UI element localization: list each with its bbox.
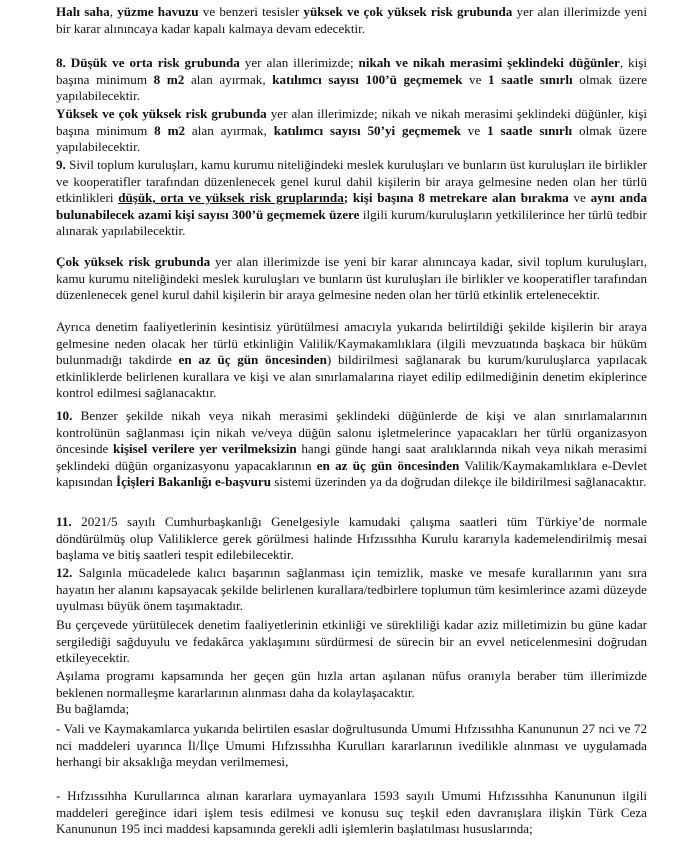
bold-text-segment: 1 saatle sınırlı	[487, 122, 573, 138]
bold-text-segment: 8 m2	[153, 71, 185, 87]
text-segment: ve	[568, 190, 591, 206]
text-segment: ve	[462, 71, 489, 87]
paragraph-11-calisma-saatleri	[25, 514, 647, 564]
bold-text-segment: katılımcı sayısı 50’yi geçmemek	[273, 122, 461, 138]
text-segment: Ayrıca denetim faaliyetlerinin kesintisiz yürütülmesi amacıyla yukarıda belirtildiği şekilde kişilerin bir araya gelmesine neden olacak her türlü etkinliğin Valilik/Kaymakamlıklara (ilgili mevzuatında başkaca bir hüküm bulunmadığı takdirde	[56, 319, 647, 368]
text-segment: olmak üzere yapılabilecektir.	[56, 122, 647, 155]
text-segment: ve benzeri tesisler	[198, 4, 304, 19]
bold-text-segment: 1 saatle sınırlı	[488, 71, 573, 87]
bold-text-segment: kişisel verilere yer verilmeksizin	[113, 441, 297, 457]
text-segment: , kişi başına minimum	[56, 55, 647, 87]
bold-text-segment: ; kişi başına 8 metrekare alan bırakma	[343, 190, 569, 206]
bold-text-segment: en az üç gün öncesinden	[178, 352, 327, 368]
text-segment: ) bildirilmesi sağlanarak bu kurum/kuruluşlarca yapılacak etkinliklerde belirlenen kurallara ve kişi ve alan sınırlamalarına riayet edilip edilmediğinin denetim ekiplerince kontrol edilmesi sağlanacaktır.	[56, 352, 647, 401]
text-segment: - Hıfzıssıhha Kurullarınca alınan kararlara uymayanlara 1593 sayılı Umumi Hıfzıssıhha Kanununun ilgili maddeleri gereğince idari işlem tesis edilmesi ve konusu suç teşkil eden davranışlara ilişkin Türk Ceza Kanununun 195 inci maddesi kapsamında gerekli adli işlemlerin başlatılması hususlarında;	[56, 788, 647, 837]
text-segment: yer alan illerimizde ise yeni bir karar alınıncaya kadar, sivil toplum kuruluşları, kamu kurumu niteliğindeki meslek kuruluşları ve bunların üst kuruluşları ile birlikler ve kooperatifler tarafından düzenlenecek genel kurul dahil kişilerin bir araya gelmesine neden olan her türlü etkinlik ertelenecektir.	[56, 254, 647, 303]
paragraph-10-dugun-salonu	[25, 408, 647, 491]
paragraph-8-dusuk-orta-risk	[25, 55, 647, 105]
bold-text-segment: düşük, orta ve yüksek risk gruplarında	[118, 190, 344, 206]
bold-text-segment: aynı anda bulunabilecek azami kişi sayısı 300’ü geçmemek üzere	[56, 190, 647, 222]
bold-text-segment: en az üç gün öncesinden	[316, 457, 460, 473]
paragraph-denetim-bildirim	[25, 319, 647, 402]
text-segment: ilgili kurum/kuruluşların yetkililerince her türlü tedbir alınarak yapılabilecektir.	[56, 206, 647, 239]
text-segment: 2021/5 sayılı Cumhurbaşkanlığı Genelgesiyle kamudaki çalışma saatleri tüm Türkiye’de normale döndürülmüş olup Valiliklerce gerek görülmesi halinde Hıfzıssıhha Kurulu kararıyla kademelendirilmiş mesai başlama ve bitiş saatleri tespit edilebilecektir.	[56, 514, 647, 563]
text-segment: alan ayırmak,	[185, 122, 274, 138]
bold-text-segment: yüksek ve çok yüksek risk grubunda	[303, 4, 513, 19]
text-segment: - Vali ve Kaymakamlarca yukarıda belirtilen esaslar doğrultusunda Umumi Hıfzıssıhha Kanununun 27 nci ve 72 nci maddeleri uyarınca İl/İlçe Umumi Hıfzıssıhha Kurulları kararlarının ivedilikle alınması ve uygulamada herhangi bir aksaklığa meydan verilmemesi,	[56, 721, 647, 770]
paragraph-denetim-etkinlik	[25, 617, 647, 667]
text-segment: yer alan illerimizde; nikah ve nikah merasimi şeklindeki düğünler, kişi başına minimum	[56, 106, 647, 138]
paragraph-bu-baglamda	[25, 701, 647, 718]
bold-text-segment: yüzme havuzu	[117, 4, 199, 19]
text-segment: hangi günde hangi saat aralıklarında nikah veya nikah merasimi şeklindeki düğün organizasyonu yapacaklarının	[56, 441, 648, 473]
paragraph-9-genel-kurul	[25, 157, 647, 240]
bold-text-segment: Çok yüksek risk grubunda	[56, 254, 211, 269]
paragraph-yuksek-cok-yuksek-risk	[25, 106, 647, 156]
paragraph-asilama	[25, 668, 647, 701]
text-segment: olmak üzere yapılabilecektir.	[56, 71, 648, 104]
text-segment: Salgınla mücadelede kalıcı başarının sağlanması için temizlik, maske ve mesafe kurallarının yanı sıra hayatın her alanını kapsayacak şekilde belirlenen kurallara/tedbirlere toplumun tüm kesimlerince azami düzeyde uyulması büyük önem taşımaktadır.	[56, 565, 647, 614]
bold-text-segment: 12.	[56, 565, 73, 580]
text-segment: Benzer şekilde nikah veya nikah merasimi şeklindeki düğünlerde de kişi ve alan sınırlamalarının kontrolünün sağlanması için nikah ve/veya düğün salonu işletmelerince yapacakları her türlü organizasyon öncesinde	[56, 408, 647, 457]
bold-text-segment: Halı saha	[56, 4, 110, 19]
paragraph-hifzissihha-kararlari	[25, 788, 647, 838]
text-segment: Bu çerçevede yürütülecek denetim faaliyetlerinin etkinliği ve sürekliliği kadar aziz milletimizin bu güne kadar sergilediği sağduyulu ve fedakârca yaklaşımını sürdürmesi de sürecin bir an evvel neticelenmesini doğrudan etkileyecektir.	[56, 617, 647, 666]
text-segment: Aşılama programı kapsamında her geçen gün hızla artan aşılanan nüfus oranıyla beraber tüm illerimizde beklenen normalleşme kararlarının alınması daha da kolaylaşacaktır.	[56, 668, 647, 700]
bold-text-segment: 9.	[56, 157, 66, 172]
bold-text-segment: 11.	[56, 514, 72, 529]
bold-text-segment: katılımcı sayısı 100’ü geçmemek	[272, 71, 463, 87]
text-segment: ve	[460, 122, 488, 138]
text-segment: yer alan illerimizde;	[239, 55, 359, 70]
bold-text-segment: 8 m2	[154, 122, 186, 138]
bold-text-segment: 10.	[56, 408, 73, 423]
paragraph-vali-kaymakam	[25, 721, 647, 771]
text-segment: ,	[109, 4, 118, 19]
text-segment: Sivil toplum kuruluşları, kamu kurumu niteliğindeki meslek kuruluşları ve bunların üst kuruluşları ile birlikler ve kooperatifler tarafından düzenlenecek genel kurul dahil kişilerin bir araya gelmesine neden olan her türlü etkinlikleri	[56, 157, 647, 206]
bold-text-segment: İçişleri Bakanlığı e-başvuru	[116, 474, 271, 490]
text-segment: sistemi üzerinden ya da doğrudan dilekçe ile bildirilmesi sağlanacaktır.	[270, 474, 647, 490]
text-segment: yer alan illerimizde yeni bir karar alınıncaya kadar kapalı kalmaya devam edecektir.	[56, 4, 647, 36]
bold-text-segment: nikah ve nikah merasimi şeklindeki düğünler	[358, 55, 620, 70]
text-segment: alan ayırmak,	[184, 71, 273, 87]
bold-text-segment: 8. Düşük ve orta risk grubunda	[56, 55, 240, 70]
text-segment: Bu bağlamda;	[56, 701, 130, 716]
paragraph-hali-saha	[25, 4, 647, 37]
bold-text-segment: Yüksek ve çok yüksek risk grubunda	[56, 106, 267, 121]
text-segment: Valilik/Kaymakamlıklara e-Devlet kapısından	[56, 457, 647, 490]
paragraph-cok-yuksek-risk-erteleme	[25, 254, 647, 304]
paragraph-12-salgin	[25, 565, 647, 615]
